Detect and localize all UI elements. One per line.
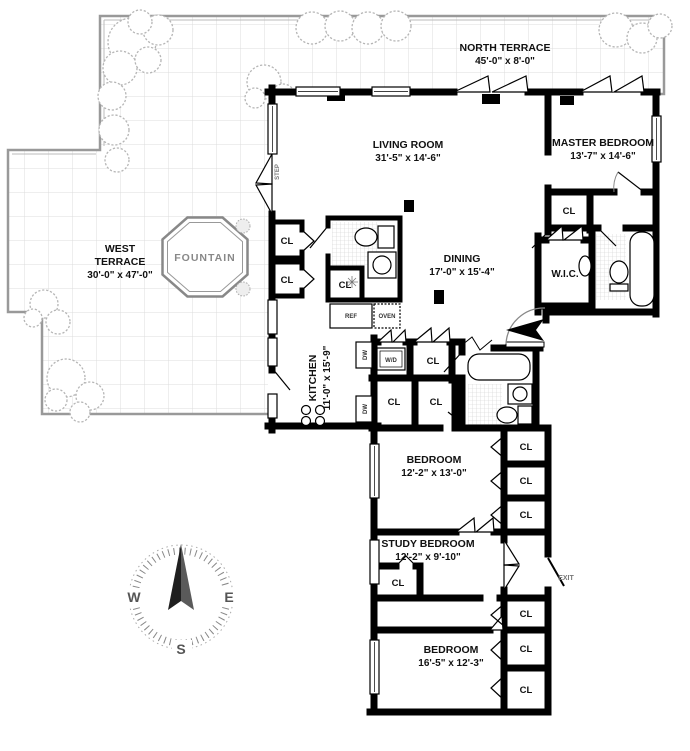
- study-bedroom-dims: 12'-2" x 9'-10": [395, 552, 461, 563]
- closet-label: CL: [519, 685, 533, 696]
- kitchen-dims: 11'-0" x 15'-9": [322, 345, 333, 411]
- closet-label: CL: [391, 578, 405, 589]
- fountain: [163, 218, 251, 297]
- fountain-rock: [236, 282, 250, 296]
- stove-burner: [302, 406, 311, 415]
- closet-label: CL: [519, 644, 533, 655]
- dining-dims: 17'-0" x 15'-4": [429, 267, 495, 278]
- west-terrace-label-2: TERRACE: [94, 256, 146, 268]
- compass-west: W: [127, 589, 141, 605]
- wic-label: W.I.C.: [551, 269, 579, 280]
- closet-label: CL: [429, 397, 443, 408]
- stove-burner: [316, 417, 325, 426]
- closet-label: CL: [519, 609, 533, 620]
- west-terrace-dims: 30'-0" x 47'-0": [87, 270, 153, 281]
- toilet-tank: [518, 406, 532, 424]
- compass-south: S: [176, 641, 186, 657]
- sink-icon: [513, 387, 527, 401]
- dining-label: DINING: [443, 253, 481, 265]
- compass-needle: [181, 544, 194, 610]
- sink-icon: [579, 256, 591, 276]
- toilet-tank: [378, 226, 394, 248]
- closet-label: CL: [338, 280, 352, 291]
- living-room-dims: 31'-5" x 14'-6": [375, 153, 441, 164]
- tub-icon: [630, 232, 654, 306]
- bedroom1-dims: 12'-2" x 13'-0": [401, 468, 467, 479]
- fountain-rock: [236, 219, 250, 233]
- compass-east: E: [224, 589, 234, 605]
- bedroom2-label: BEDROOM: [423, 644, 479, 656]
- north-terrace-dims: 45'-0" x 8'-0": [475, 56, 535, 67]
- toilet-icon: [497, 407, 517, 423]
- toilet-icon: [355, 228, 377, 246]
- stove-burner: [302, 417, 311, 426]
- step-label: STEP: [275, 164, 281, 180]
- toilet-base: [610, 284, 628, 291]
- master-bedroom-dims: 13'-7" x 14'-6": [570, 151, 636, 162]
- sink-icon: [373, 256, 391, 274]
- compass: [124, 544, 240, 658]
- fountain-label: FOUNTAIN: [174, 252, 236, 264]
- kitchen-label: KITCHEN: [307, 354, 319, 402]
- closet-label: CL: [519, 442, 533, 453]
- wd-label: W/D: [385, 358, 397, 364]
- oven-label: OVEN: [378, 314, 396, 320]
- closet-label: CL: [519, 510, 533, 521]
- closet-label: CL: [280, 236, 294, 247]
- closet-label: CL: [426, 356, 440, 367]
- dw-label: DW: [363, 404, 369, 414]
- master-bedroom-label: MASTER BEDROOM: [551, 137, 655, 149]
- north-terrace-label: NORTH TERRACE: [459, 42, 551, 54]
- study-bedroom-label: STUDY BEDROOM: [381, 538, 475, 550]
- bedroom2-dims: 16'-5" x 12'-3": [418, 658, 484, 669]
- exit-label: EXIT: [558, 575, 574, 582]
- dw-label: DW: [363, 350, 369, 360]
- closet-label: CL: [387, 397, 401, 408]
- west-terrace-label-1: WEST: [104, 243, 136, 255]
- ref-label: REF: [345, 314, 357, 320]
- bedroom1-label: BEDROOM: [406, 454, 462, 466]
- living-room-label: LIVING ROOM: [372, 139, 444, 151]
- closet-label: CL: [280, 275, 294, 286]
- tub-icon: [468, 354, 530, 380]
- toilet-icon: [610, 261, 628, 283]
- closet-label: CL: [519, 476, 533, 487]
- closet-label: CL: [562, 206, 576, 217]
